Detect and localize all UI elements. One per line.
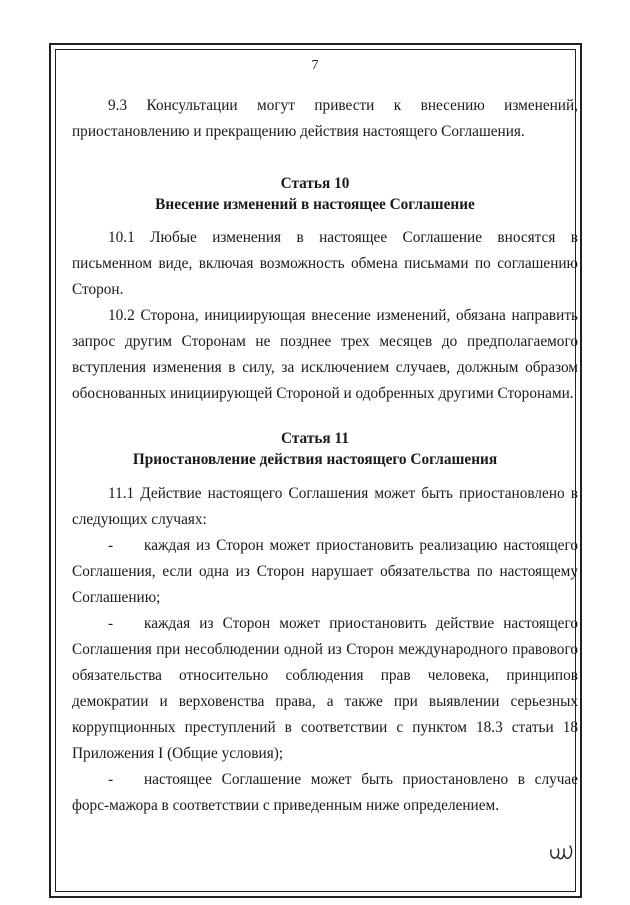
bullet-text: настоящее Соглашение может быть приостановлено в случае форс-мажора в соответствии с приведенным ниже определением. xyxy=(72,771,578,814)
article-11-heading xyxy=(0,428,630,470)
article-10-number: Статья 10 xyxy=(280,175,350,192)
article-11-body xyxy=(72,481,578,819)
bullet-dash: - xyxy=(108,537,114,554)
initials-signature xyxy=(548,842,578,864)
list-item xyxy=(72,767,578,819)
article-11-number: Статья 11 xyxy=(281,430,349,447)
clause-10-2: 10.2 Сторона, инициирующая внесение изменений, обязана направить запрос другим Сторонам не позднее трех месяцев до предполагаемого вступления изменения в силу, за исключением случаев, должным образом обоснованных инициирующей Стороной и одобренных другими Сторонами. xyxy=(72,307,578,402)
list-item xyxy=(72,533,578,611)
clause-9-3: 9.3 Консультации могут привести к внесению изменений, приостановлению и прекращению действия настоящего Соглашения. xyxy=(72,97,578,140)
clause-9-3-block xyxy=(72,93,578,145)
list-item xyxy=(72,611,578,767)
clause-11-1: 11.1 Действие настоящего Соглашения может быть приостановлено в следующих случаях: xyxy=(72,485,578,528)
article-10-title: Внесение изменений в настоящее Соглашение xyxy=(155,196,475,213)
clause-10-1: 10.1 Любые изменения в настоящее Соглашение вносятся в письменном виде, включая возможность обмена письмами по соглашению Сторон. xyxy=(72,229,578,298)
article-10-body xyxy=(72,225,578,407)
bullet-text: каждая из Сторон может приостановить реализацию настоящего Соглашения, если одна из Сторон нарушает обязательства по настоящему Соглашению; xyxy=(72,537,578,606)
page-number: 7 xyxy=(311,58,319,73)
bullet-text: каждая из Сторон может приостановить действие настоящего Соглашения при несоблюдении одной из Сторон международного правового обязательства относительно соблюдения прав человека, принципов демократии и верховенства права, а также при выявлении серьезных коррупционных преступлений в соответствии с пунктом 18.3 статьи 18 Приложения I (Общие условия); xyxy=(72,615,578,762)
article-11-title: Приостановление действия настоящего Соглашения xyxy=(132,451,498,468)
bullet-dash: - xyxy=(108,615,114,632)
bullet-dash: - xyxy=(108,771,114,788)
article-10-heading xyxy=(0,173,630,215)
